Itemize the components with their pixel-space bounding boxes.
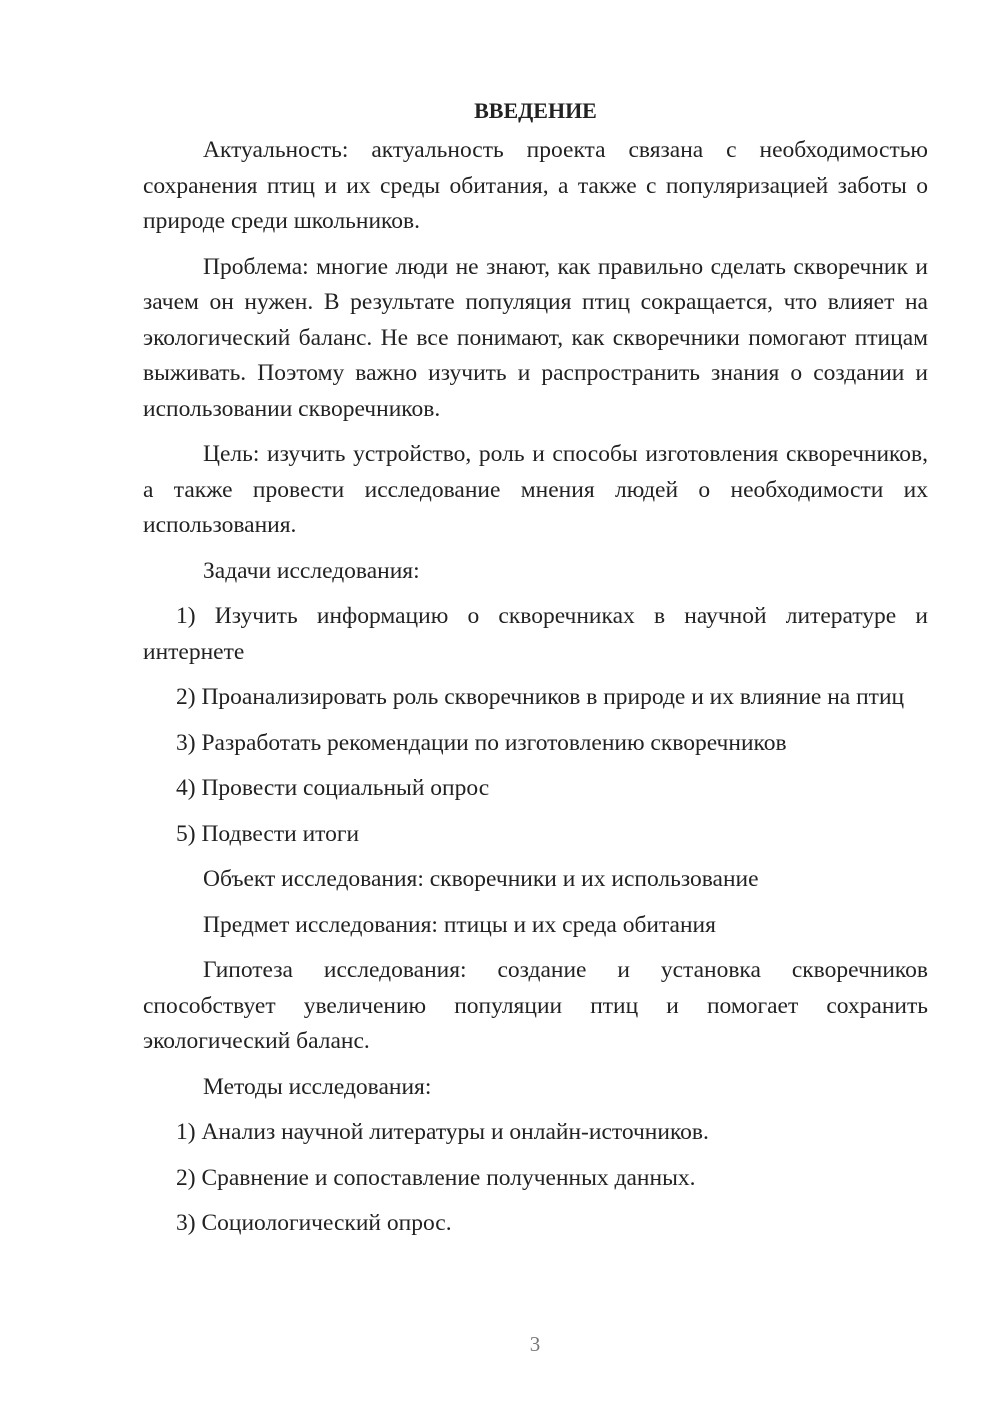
method-item: 2) Сравнение и сопоставление полученных данных. [176, 1164, 696, 1191]
method-item: 3) Социологический опрос. [176, 1210, 452, 1236]
task-item: 1) Изучить информацию о скворечниках в научной литературе и интернете [143, 603, 928, 665]
page-number: 3 [529, 1332, 541, 1356]
problem-paragraph: Проблема: многие люди не знают, как правильно сделать скворечник и зачем он нужен. В результате популяция птиц сокращается, что влияет на экологический баланс. Не все понимают, как скворечники помогают птицам выживать. Поэтому важно изучить и распространить знания о создании и использовании скворечников. [143, 253, 928, 422]
task-item: 4) Провести социальный опрос [176, 775, 490, 801]
task-item: 5) Подвести итоги [176, 820, 360, 847]
research-hypothesis: Гипотеза исследования: создание и установка скворечников способствует увеличению популяции птиц и помогает сохранить экологический баланс. [143, 957, 928, 1054]
methods-heading: Методы исследования: [203, 1073, 432, 1100]
relevance-paragraph: Актуальность: актуальность проекта связана с необходимостью сохранения птиц и их среды обитания, а также с популяризацией заботы о природе среди школьников. [143, 137, 928, 234]
goal-paragraph: Цель: изучить устройство, роль и способы изготовления скворечников, а также провести исследование мнения людей о необходимости их использования. [143, 441, 928, 538]
research-object: Объект исследования: скворечники и их использование [203, 866, 759, 892]
task-item: 2) Проанализировать роль скворечников в природе и их влияние на птиц [176, 684, 905, 710]
document-title: ВВЕДЕНИЕ [474, 98, 597, 123]
document-body [143, 93, 928, 1252]
task-item: 3) Разработать рекомендации по изготовлению скворечников [176, 729, 787, 756]
method-item: 1) Анализ научной литературы и онлайн-источников. [176, 1119, 709, 1145]
tasks-heading: Задачи исследования: [203, 557, 420, 584]
research-subject: Предмет исследования: птицы и их среда обитания [203, 911, 716, 938]
